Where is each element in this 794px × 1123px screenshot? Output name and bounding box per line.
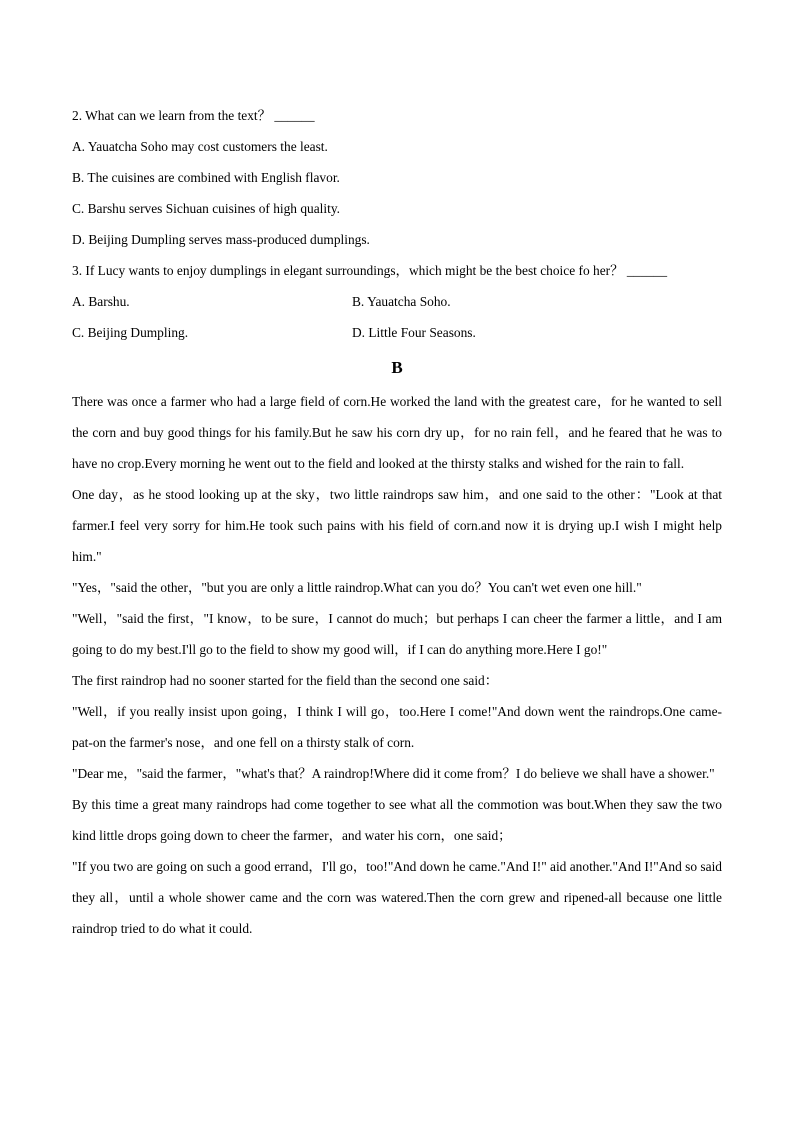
passage-paragraph: By this time a great many raindrops had come together to see what all the commotion was bout.When they saw the two kind little drops going down to cheer the farmer，and water his corn，one said；	[72, 797, 722, 843]
question-3	[72, 255, 722, 348]
passage-paragraph: "Well，if you really insist upon going，I think I will go，too.Here I come!"And down went the raindrops.One came-pat-on the farmer's nose，and one fell on a thirsty stalk of corn.	[72, 704, 722, 750]
passage-paragraph: "Dear me，"said the farmer，"what's that？A raindrop!Where did it come from？I do believe we shall have a shower."	[72, 766, 715, 781]
worksheet-page	[72, 100, 722, 944]
question-2-option-b: B. The cuisines are combined with English flavor.	[72, 170, 340, 185]
question-3-option-d: D. Little Four Seasons.	[352, 325, 476, 340]
question-2-option-a: A. Yauatcha Soho may cost customers the least.	[72, 139, 328, 154]
question-3-options-row-2	[72, 317, 722, 348]
question-2-option-c: C. Barshu serves Sichuan cuisines of high quality.	[72, 201, 341, 216]
passage-paragraph: One day，as he stood looking up at the sky，two little raindrops saw him，and one said to the other："Look at that farmer.I feel very sorry for him.He took such pains with his field of corn.and now it is drying up.I wish I might help him."	[72, 487, 722, 564]
question-2-stem: 2. What can we learn from the text？ ______	[72, 108, 315, 123]
section-b-passage	[72, 386, 722, 944]
question-3-option-a: A. Barshu.	[72, 294, 130, 309]
passage-paragraph: "Well，"said the first，"I know，to be sure，I cannot do much；but perhaps I can cheer the farmer a little，and I am going to do my best.I'll go to the field to show my good will，if I can do anything more.Here I go!"	[72, 611, 722, 657]
question-3-option-c: C. Beijing Dumpling.	[72, 325, 189, 340]
question-3-stem: 3. If Lucy wants to enjoy dumplings in elegant surroundings，which might be the best choice fo her？ ______	[72, 263, 668, 278]
passage-paragraph: There was once a farmer who had a large field of corn.He worked the land with the greatest care，for he wanted to sell the corn and buy good things for his family.But he saw his corn dry up，for no rain fell，and he feared that he was to have no crop.Every morning he went out to the field and looked at the thirsty stalks and wished for the rain to fall.	[72, 394, 722, 471]
passage-paragraph: "Yes，"said the other，"but you are only a little raindrop.What can you do？You can't wet even one hill."	[72, 580, 642, 595]
question-3-option-b: B. Yauatcha Soho.	[352, 294, 451, 309]
passage-paragraph: "If you two are going on such a good errand，I'll go，too!"And down he came."And I!" aid another."And I!"And so said they all，until a whole shower came and the corn was watered.Then the corn grew and ripened-all because one little raindrop tried to do what it could.	[72, 859, 722, 936]
question-2	[72, 100, 722, 255]
question-3-options-row-1	[72, 286, 722, 317]
section-b-title: B	[391, 358, 403, 377]
passage-paragraph: The first raindrop had no sooner started for the field than the second one said：	[72, 673, 499, 688]
question-2-option-d: D. Beijing Dumpling serves mass-produced dumplings.	[72, 232, 370, 247]
